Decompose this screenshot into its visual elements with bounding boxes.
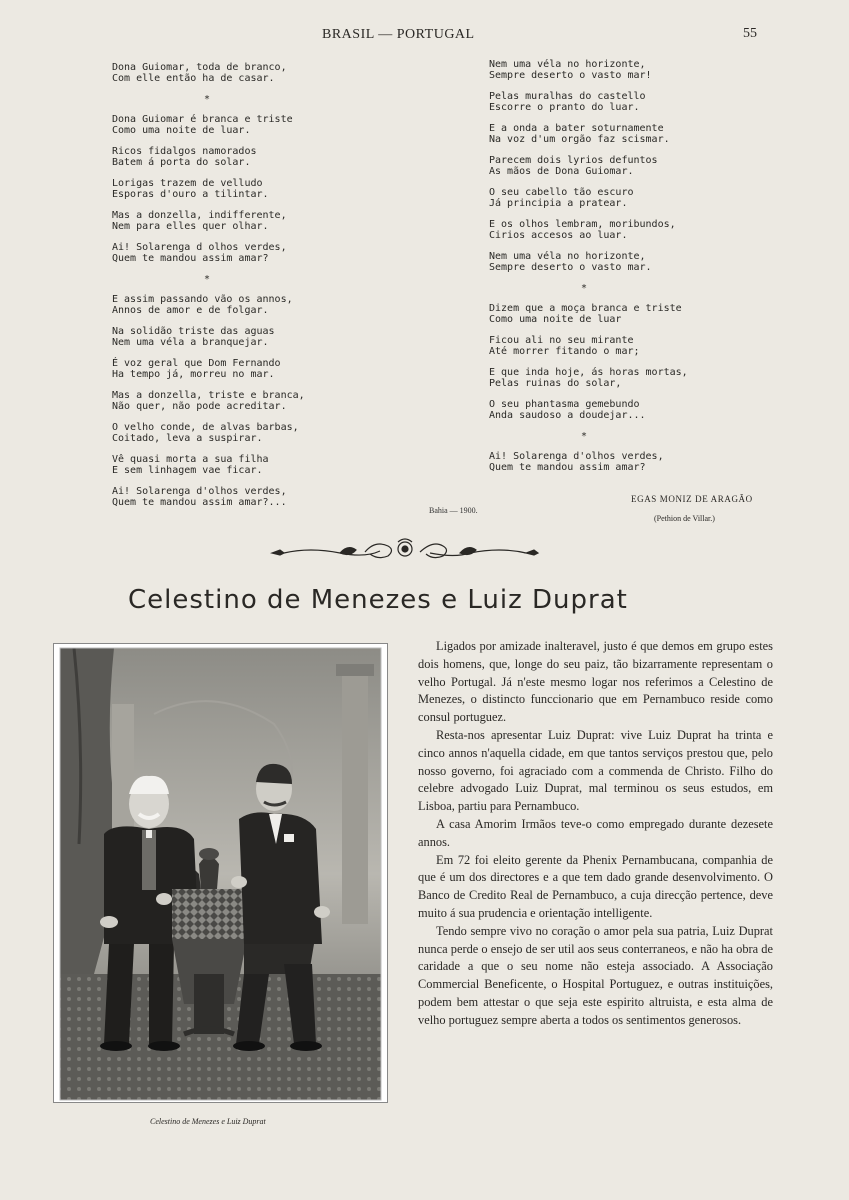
poem-line: Lorigas trazem de velludo: [112, 178, 263, 189]
poem-line: Coitado, leva a suspirar.: [112, 433, 263, 444]
poem-line: Mas a donzella, indifferente,: [112, 210, 287, 221]
article-paragraph: Em 72 foi eleito gerente da Phenix Pernambucana, companhia de que é um dos directores e a que tem dado grande desenvolvimento. O Banco de Credito Real de Pernambuco, a cuja direcção pertence, deve muito á sua prudencia e orientação intelligente.: [418, 852, 773, 920]
poem-line: O seu phantasma gemebundo: [489, 399, 640, 410]
article-paragraph: A casa Amorim Irmãos teve-o como empregado durante dezesete annos.: [418, 816, 773, 849]
poem-stanza: [489, 367, 689, 389]
poem-stanza: [112, 390, 312, 412]
poem-line: Vê quasi morta a sua filha: [112, 454, 269, 465]
poem-stanza: [112, 62, 312, 84]
poem-line: As mãos de Dona Guiomar.: [489, 166, 634, 177]
poem-line: Não quer, não pode acreditar.: [112, 401, 287, 412]
poem-stanza: [489, 335, 689, 357]
poem-line: Parecem dois lyrios defuntos: [489, 155, 658, 166]
poem-line: Como uma noite de luar: [489, 314, 622, 325]
poem-line: Esporas d'ouro a tilintar.: [112, 189, 269, 200]
poem-line: Nem uma véla a branquejar.: [112, 337, 269, 348]
poem-line: Dona Guiomar é branca e triste: [112, 114, 293, 125]
poem-line: Mas a donzella, triste e branca,: [112, 390, 305, 401]
poem-line: Ha tempo já, morreu no mar.: [112, 369, 275, 380]
poem-line: Na voz d'um orgão faz scismar.: [489, 134, 670, 145]
poem-stanza: [112, 114, 312, 136]
poem-line: O velho conde, de alvas barbas,: [112, 422, 299, 433]
poem-line: E os olhos lembram, moribundos,: [489, 219, 676, 230]
poem-author-signature: EGAS MONIZ DE ARAGÃO: [631, 494, 753, 504]
poem-line: Ai! Solarenga d'olhos verdes,: [112, 486, 287, 497]
article-paragraph: Ligados por amizade inalteravel, justo é que demos em grupo estes dois homens, que, longe do seu paiz, tão bizarramente representam o velho Portugal. Já n'este mesmo logar nos referimos a Celestino de Menezes, o distincto funccionario que em Pernambuco reside como consul portuguez.: [418, 639, 773, 725]
poem-line: Ricos fidalgos namorados: [112, 146, 257, 157]
running-title: BRASIL — PORTUGAL: [322, 27, 475, 42]
poem-line: Quem te mandou assim amar?: [489, 462, 646, 473]
stanza-separator: *: [580, 283, 588, 294]
poem-line: É voz geral que Dom Fernando: [112, 358, 281, 369]
decorative-divider-ornament: [270, 536, 540, 570]
poem-line: Dona Guiomar, toda de branco,: [112, 62, 287, 73]
poem-line: Batem á porta do solar.: [112, 157, 251, 168]
poem-line: Quem te mandou assim amar?: [112, 253, 269, 264]
poem-stanza: [112, 242, 312, 264]
poem-stanza: [489, 303, 689, 325]
poem-line: Quem te mandou assim amar?...: [112, 497, 287, 508]
article-body: [418, 638, 773, 1030]
poem-line: Ficou ali no seu mirante: [489, 335, 634, 346]
poem-line: Escorre o pranto do luar.: [489, 102, 640, 113]
article-paragraph: Resta-nos apresentar Luiz Duprat: vive Luiz Duprat ha trinta e cinco annos n'aquella cidade, em que tantos serviços prestou que, pelo nosso governo, foi agraciado com a commenda de Christo. Filho do celebre advogado Luiz Duprat, mal terminou os seus estudos, em Lisboa, partiu para Pernambuco.: [418, 727, 773, 814]
poem-stanza: [489, 251, 689, 273]
stanza-separator: *: [580, 431, 588, 442]
poem-stanza: [489, 399, 689, 421]
poem-line: Annos de amor e de folgar.: [112, 305, 269, 316]
poem-line: Cirios accesos ao luar.: [489, 230, 628, 241]
poem-line: Nem para elles quer olhar.: [112, 221, 269, 232]
article-paragraph: Tendo sempre vivo no coração o amor pela sua patria, Luiz Duprat nunca perde o ensejo de ser util aos seus conterraneos, e não ha obra de caridade a que o seu nome não esteja associado. A Associação Commercial Beneficente, o Hospital Portuguez, e outras instituições, podem bem attestar o que seja este espirito altruista, e esta alma de velho portuguez sempre aberta a todos os sentimentos generosos.: [418, 923, 773, 1027]
poem-stanza: [112, 454, 312, 476]
poem-right-column: [489, 59, 689, 483]
poem-stanza: [489, 187, 689, 209]
poem-line: Na solidão triste das aguas: [112, 326, 275, 337]
poem-stanza: [112, 294, 312, 316]
poem-stanza: [112, 358, 312, 380]
poem-line: Ai! Solarenga d'olhos verdes,: [489, 451, 664, 462]
poem-stanza: [112, 146, 312, 168]
poem-line: Ai! Solarenga d olhos verdes,: [112, 242, 287, 253]
poem-stanza: [489, 91, 689, 113]
poem-left-column: [112, 62, 312, 518]
poem-line: Como uma noite de luar.: [112, 125, 251, 136]
poem-line: Com elle então ha de casar.: [112, 73, 275, 84]
poem-line: E assim passando vão os annos,: [112, 294, 293, 305]
poem-stanza: [489, 123, 689, 145]
poem-line: Já principia a pratear.: [489, 198, 628, 209]
poem-line: Até morrer fitando o mar;: [489, 346, 640, 357]
poem-stanza: [112, 422, 312, 444]
poem-line: E que inda hoje, ás horas mortas,: [489, 367, 688, 378]
poem-line: Pelas ruinas do solar,: [489, 378, 622, 389]
article-title: Celestino de Menezes e Luiz Duprat: [128, 585, 628, 615]
page-number: 55: [743, 26, 757, 41]
poem-stanza: [112, 326, 312, 348]
stanza-separator: *: [203, 94, 211, 105]
poem-line: Sempre deserto o vasto mar.: [489, 262, 652, 273]
poem-stanza: [112, 486, 312, 508]
poem-line: Nem uma véla no horizonte,: [489, 251, 646, 262]
portrait-photograph: [53, 643, 388, 1103]
poem-stanza: [489, 451, 689, 473]
poem-stanza: [112, 178, 312, 200]
poem-line: E sem linhagem vae ficar.: [112, 465, 263, 476]
poem-stanza: [489, 155, 689, 177]
poem-line: O seu cabello tão escuro: [489, 187, 634, 198]
poem-author-pseudonym: (Pethion de Villar.): [654, 514, 715, 523]
poem-stanza: [489, 59, 689, 81]
poem-stanza: [489, 219, 689, 241]
photo-caption: Celestino de Menezes e Luiz Duprat: [150, 1117, 266, 1126]
poem-line: Dizem que a moça branca e triste: [489, 303, 682, 314]
poem-line: Pelas muralhas do castello: [489, 91, 646, 102]
poem-stanza: [112, 210, 312, 232]
poem-line: Sempre deserto o vasto mar!: [489, 70, 652, 81]
poem-line: Anda saudoso a doudejar...: [489, 410, 646, 421]
poem-place-date: Bahia — 1900.: [429, 506, 478, 515]
stanza-separator: *: [203, 274, 211, 285]
poem-line: E a onda a bater soturnamente: [489, 123, 664, 134]
poem-line: Nem uma véla no horizonte,: [489, 59, 646, 70]
